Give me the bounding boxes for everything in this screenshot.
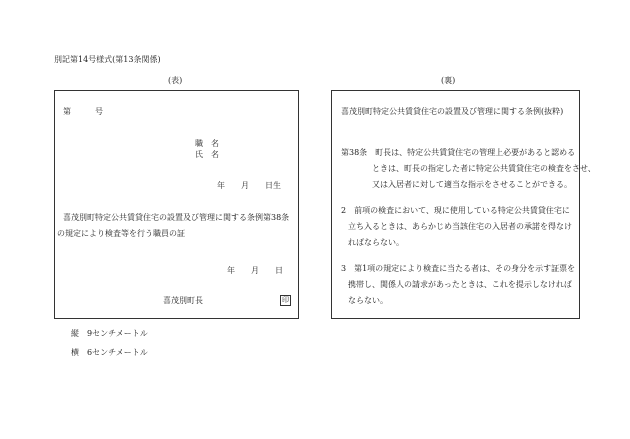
- paragraph-2-line1: 2 前項の検査において、現に使用している特定公共賃貸住宅に: [341, 206, 570, 215]
- width-dimension: 横 6センチメートル: [71, 348, 148, 357]
- birth-date: 年 月 日生: [217, 181, 281, 190]
- article-38-line1: 第38条 町長は、特定公共賃貸住宅の管理上必要があると認める: [341, 148, 576, 157]
- position-label: 職 名: [195, 139, 219, 148]
- issuer: 喜茂別町長: [163, 296, 203, 305]
- paragraph-3-line3: ならない。: [348, 296, 388, 305]
- article-38-line2: ときは、町長の指定した者に特定公共賃貸住宅の検査をさせ、: [372, 164, 596, 173]
- certificate-title-line1: 喜茂別町特定公共賃貸住宅の設置及び管理に関する条例第38条: [63, 213, 290, 222]
- front-card: [54, 90, 299, 319]
- certificate-title-line2: の規定により検査等を行う職員の証: [57, 229, 185, 238]
- back-side-label: (裏): [441, 76, 456, 85]
- back-heading: 喜茂別町特定公共賃貸住宅の設置及び管理に関する条例(抜粋): [341, 107, 564, 116]
- name-label: 氏 名: [195, 150, 219, 159]
- article-38-line3: 又は入居者に対して適当な指示をさせることができる。: [372, 180, 572, 189]
- issue-date: 年 月 日: [227, 266, 283, 275]
- paragraph-2-line2: 立ち入るときは、あらかじめ当該住宅の入居者の承諾を得なけ: [348, 222, 572, 231]
- seal-mark: 印: [282, 296, 289, 304]
- paragraph-3-line1: 3 第1項の規定により検査に当たる者は、その身分を示す証票を: [341, 264, 576, 273]
- back-card: [331, 90, 596, 319]
- front-side-label: (表): [168, 76, 183, 85]
- certificate-number: 第 号: [63, 107, 103, 116]
- paragraph-3-line2: 携帯し、関係人の請求があったときは、これを提示しなければ: [348, 280, 572, 289]
- height-dimension: 縦 9センチメートル: [71, 329, 148, 338]
- form-title: 別記第14号様式(第13条関係): [54, 55, 161, 64]
- paragraph-2-line3: ればならない。: [348, 238, 404, 247]
